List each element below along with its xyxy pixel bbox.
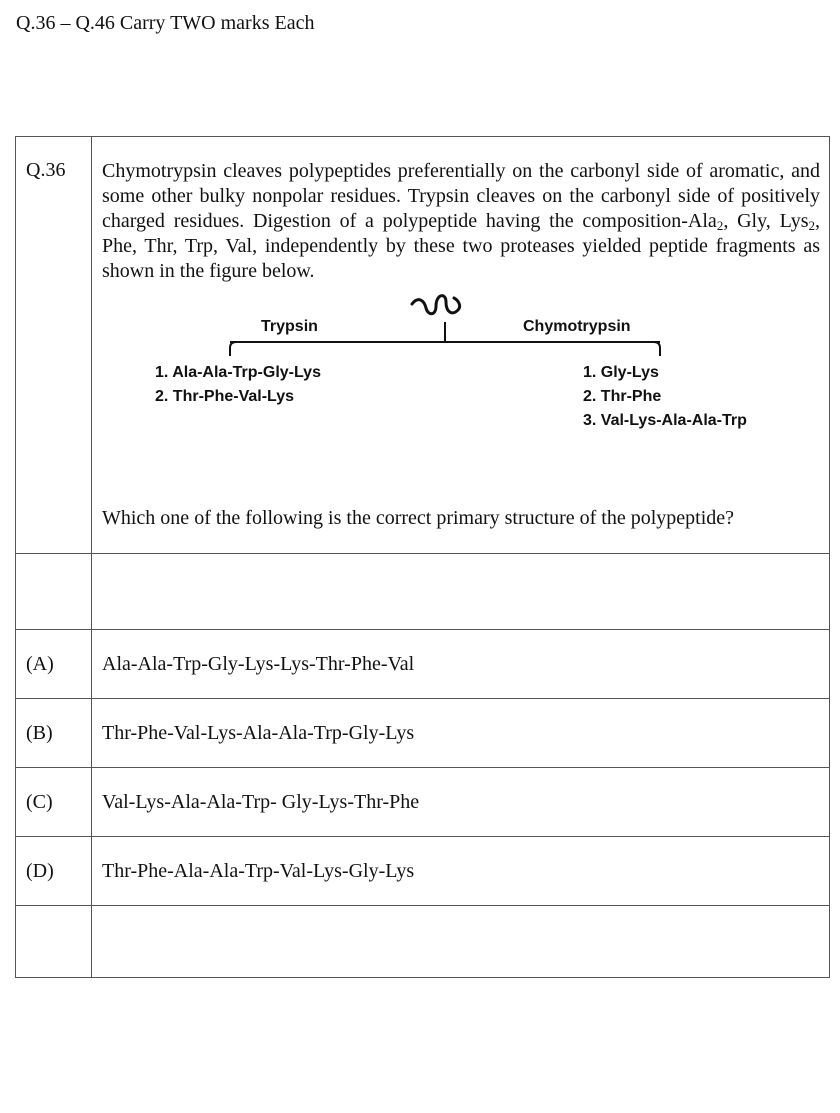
- question-body: [92, 137, 830, 554]
- option-label: (D): [16, 837, 92, 906]
- blank-cell: [92, 906, 830, 978]
- blank-row: [16, 906, 830, 978]
- option-text: Thr-Phe-Ala-Ala-Trp-Val-Lys-Gly-Lys: [92, 837, 830, 906]
- left-bracket-end: [230, 342, 236, 356]
- option-text: Thr-Phe-Val-Lys-Ala-Ala-Trp-Gly-Lys: [92, 699, 830, 768]
- option-row[interactable]: [16, 630, 830, 699]
- option-text: Val-Lys-Ala-Ala-Trp- Gly-Lys-Thr-Phe: [92, 768, 830, 837]
- option-label: (B): [16, 699, 92, 768]
- question-row: [16, 137, 830, 554]
- trypsin-label: Trypsin: [261, 318, 318, 335]
- blank-row: [16, 554, 830, 630]
- question-prompt: Which one of the following is the correct primary structure of the polypeptide?: [102, 507, 735, 529]
- option-label: (A): [16, 630, 92, 699]
- question-text: Chymotrypsin cleaves polypeptides preferentially on the carbonyl side of aromatic, and some other bulky nonpolar residues. Trypsin cleaves on the carbonyl side of positively charged residues. Digestion of a polypeptide having the composition-Ala$_2$, Gly, Lys$_2$, Phe, Thr, Trp, Val, independently by these two proteases yielded peptide fragments as shown in the figure below.: [102, 160, 820, 282]
- chymotrypsin-fragment: 2. Thr-Phe: [583, 388, 662, 405]
- chymotrypsin-label: Chymotrypsin: [523, 318, 631, 335]
- blank-cell: [16, 554, 92, 630]
- right-bracket-end: [654, 342, 660, 356]
- trypsin-fragment: 1. Ala-Ala-Trp-Gly-Lys: [155, 364, 321, 381]
- protease-figure: [102, 286, 820, 506]
- option-row[interactable]: [16, 768, 830, 837]
- blank-cell: [92, 554, 830, 630]
- option-label: (C): [16, 768, 92, 837]
- chymotrypsin-fragment: 3. Val-Lys-Ala-Ala-Trp: [583, 412, 747, 429]
- blank-cell: [16, 906, 92, 978]
- polypeptide-squiggle: [412, 296, 460, 314]
- trypsin-fragment: 2. Thr-Phe-Val-Lys: [155, 388, 294, 405]
- option-text: Ala-Ala-Trp-Gly-Lys-Lys-Thr-Phe-Val: [92, 630, 830, 699]
- section-heading: Q.36 – Q.46 Carry TWO marks Each: [16, 12, 315, 34]
- question-number: Q.36: [16, 137, 92, 554]
- chymotrypsin-fragment: 1. Gly-Lys: [583, 364, 659, 381]
- option-row[interactable]: [16, 699, 830, 768]
- option-row[interactable]: [16, 837, 830, 906]
- question-table: [15, 136, 830, 978]
